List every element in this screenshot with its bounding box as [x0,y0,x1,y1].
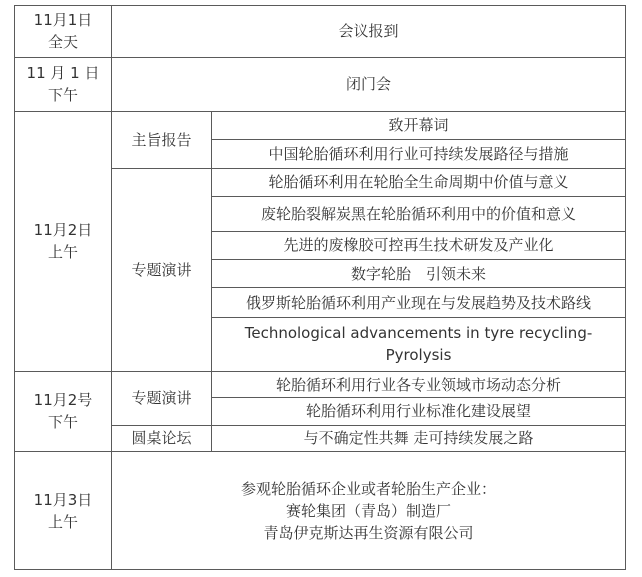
time-of-day-text: 全天 [47,33,78,52]
agenda-item: 数字轮胎 引领未来 [212,260,626,288]
agenda-item: 轮胎循环利用行业各专业领域市场动态分析 [212,371,626,397]
date-cell [15,57,112,111]
category-cell-keynote: 主旨报告 [112,111,212,168]
agenda-item: 俄罗斯轮胎循环利用产业现在与发展趋势及技术路线 [212,288,626,317]
date-cell [15,6,112,58]
site-visit-heading: 参观轮胎循环企业或者轮胎生产企业： [240,479,496,498]
time-of-day-text: 上午 [47,243,78,262]
category-cell-roundtable: 圆桌论坛 [112,425,212,451]
schedule-row-nov2-am [15,111,626,139]
schedule-row-nov1-pm [15,57,626,111]
agenda-item: 先进的废橡胶可控再生技术研发及产业化 [212,231,626,259]
site-visit-company: 赛轮集团（青岛）制造厂 [285,501,451,520]
date-text: 11 月 1 日 [26,64,100,83]
schedule-row-nov3-am [15,452,626,570]
category-cell-special-talks: 专题演讲 [112,371,212,425]
session-cell: 闭门会 [112,57,626,111]
time-of-day-text: 下午 [47,86,78,105]
date-text: 11月3日 [33,490,93,509]
agenda-item: 中国轮胎循环利用行业可持续发展路径与措施 [212,140,626,168]
schedule-row-nov1-allday [15,6,626,58]
schedule-row-nov2-pm [15,371,626,397]
date-text: 11月1日 [33,11,93,30]
date-text: 11月2日 [33,221,93,240]
agenda-item: 致开幕词 [212,111,626,139]
time-of-day-text: 下午 [47,413,78,432]
agenda-item: 废轮胎裂解炭黑在轮胎循环利用中的价值和意义 [212,197,626,232]
conference-schedule-table [14,5,626,570]
agenda-item: 轮胎循环利用行业标准化建设展望 [212,398,626,425]
date-text: 11月2号 [33,391,93,410]
site-visit-company: 青岛伊克斯达再生资源有限公司 [263,523,474,542]
agenda-item: 与不确定性共舞 走可持续发展之路 [212,425,626,451]
agenda-item: 轮胎循环利用在轮胎全生命周期中价值与意义 [212,168,626,196]
site-visit-cell [112,452,626,570]
session-cell: 会议报到 [112,6,626,58]
date-cell [15,452,112,570]
category-cell-special-talks: 专题演讲 [112,168,212,371]
time-of-day-text: 上午 [47,512,78,531]
agenda-item: Technological advancements in tyre recycling-Pyrolysis [212,317,626,371]
date-cell [15,111,112,371]
date-cell [15,371,112,451]
